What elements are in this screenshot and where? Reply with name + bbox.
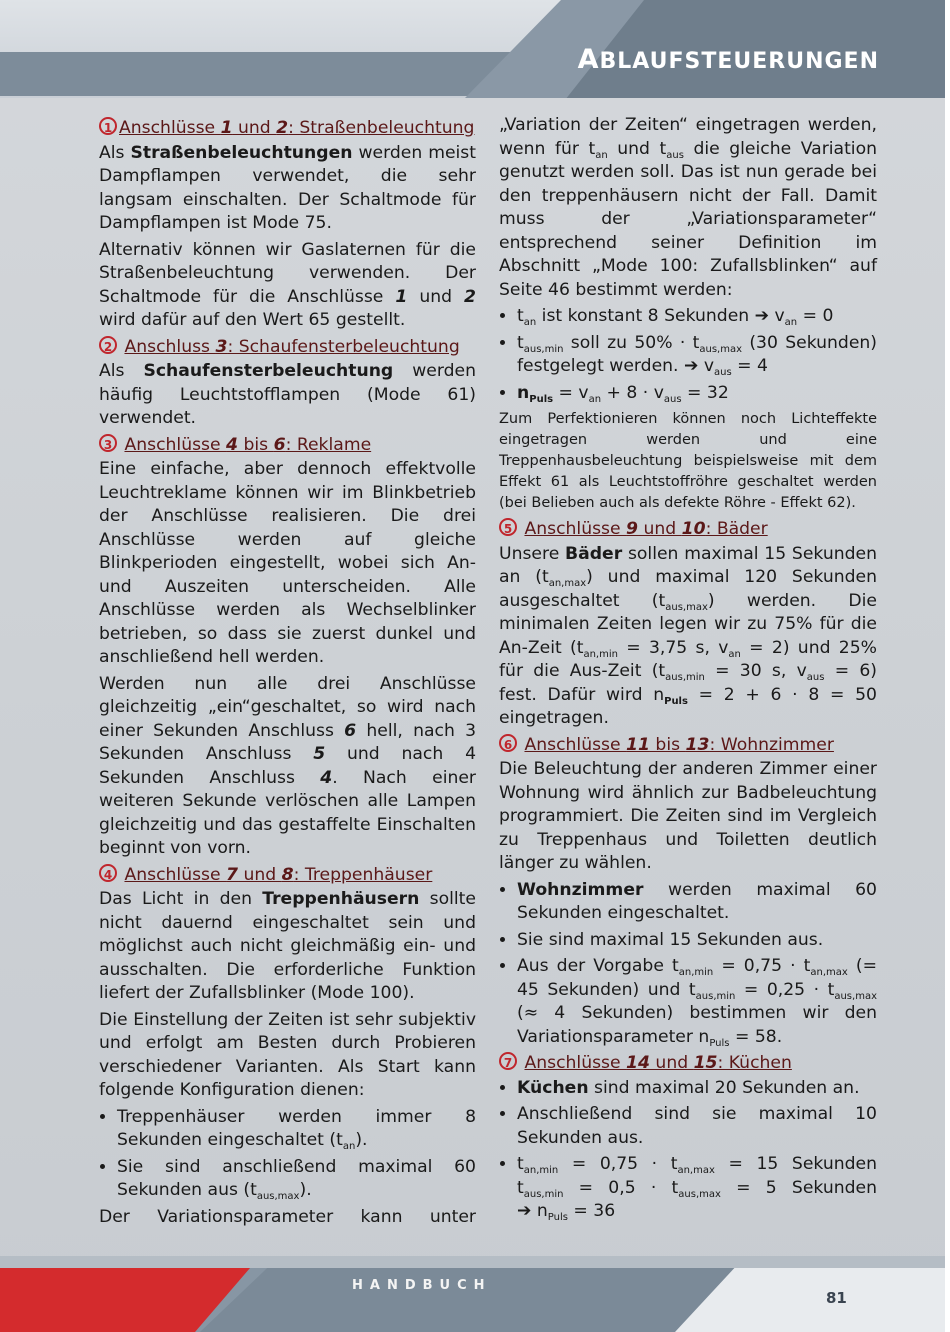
- footer-band: [0, 1256, 945, 1332]
- list-item: • Aus der Vorgabe $t_{an,min} = 0,75 \cdot t_{an,max}$ (= 45 Sekunden) und $t_{aus,min} = 0,25 \cdot t_{aus,max}$ (≈ 4 Sekunden) bestimmen wir den Variationsparameter $n_{Puls} = 58$.: [517, 955, 877, 1049]
- number-badge-2: 2: [99, 336, 117, 354]
- list-item: • Sie sind maximal 15 Sekunden aus.: [517, 929, 877, 953]
- paragraph: Als Schaufensterbeleuchtung werden häufig Leuchtstofflampen (Mode 61) verwendet.: [99, 361, 476, 428]
- paragraph: Die Beleuchtung der anderen Zimmer einer Wohnung wird ähnlich zur Badbeleuchtung programmiert. Die Zeiten sind im Vergleich zu Treppenhaus und Toiletten deutlich länger zu wählen.: [499, 759, 877, 873]
- heading-7: 7 Anschlüsse 14 und 15: Küchen: [499, 1052, 877, 1076]
- paragraph: Das Licht in den Treppenhäusern sollte nicht dauernd eingeschaltet sein und möglichst auch nicht gleichmäßig ein- und ausschalten. Die erforderliche Funktion liefert der Zufallsblinker (Mode 100).: [99, 889, 476, 1003]
- list-item: • Sie sind anschließend maximal 60 Sekunden aus $(t_{aus,max})$.: [117, 1156, 476, 1203]
- paragraph: „Variation der Zeiten“ eingetragen werden, wenn für $t_{an}$ und $t_{aus}$ die gleiche Variation genutzt werden soll. Das ist nun gerade bei den treppenhäusern nicht der Fall. Damit muss der „Variationsparameter“ entsprechend seiner Definition im Abschnitt „Mode 100: Zufallsblinken“ auf Seite 46 bestimmt werden:: [499, 115, 877, 300]
- heading-3: 3 Anschlüsse 4 bis 6: Reklame: [99, 434, 476, 458]
- number-badge-1: 1: [99, 117, 117, 135]
- list-item: • Küchen sind maximal 20 Sekunden an.: [517, 1077, 877, 1101]
- bullet-list: [499, 305, 877, 405]
- number-badge-4: 4: [99, 864, 117, 882]
- number-badge-5: 5: [499, 518, 517, 536]
- number-badge-7: 7: [499, 1052, 517, 1070]
- paragraph: Werden nun alle drei Anschlüsse gleichzeitig „ein“geschaltet, so wird nach einer Sekunden Anschluss 6 hell, nach 3 Sekunden Anschluss 5 und nach 4 Sekunden Anschluss 4. Nach einer weiteren Sekunde verlöschen alle Lampen gleichzeitig und das gestaffelte Einschalten beginnt von vorn.: [99, 673, 477, 858]
- heading-5: 5 Anschlüsse 9 und 10: Bäder: [499, 518, 877, 542]
- heading-4: 4 Anschlüsse 7 und 8: Treppenhäuser: [99, 864, 476, 888]
- bullet-list: [99, 1106, 476, 1203]
- page-number: 81: [826, 1289, 847, 1307]
- arrow-icon: ➔: [683, 356, 699, 376]
- bullet-list: [499, 879, 877, 1050]
- number-badge-3: 3: [99, 434, 117, 452]
- list-item: • Treppenhäuser werden immer 8 Sekunden eingeschaltet $(t_{an})$.: [117, 1106, 476, 1153]
- right-column: [499, 114, 877, 1227]
- list-item: • Wohnzimmer werden maximal 60 Sekunden eingeschaltet.: [517, 879, 877, 926]
- bullet-list: [499, 1077, 877, 1224]
- list-item: • $t_{aus,min}$ soll zu $50\% \cdot t_{aus,max}$ (30 Sekunden) festgelegt werden. ➔ $v_{aus} = 4$: [517, 332, 877, 379]
- paragraph: Alternativ können wir Gaslaternen für die Straßenbeleuchtung verwenden. Der Schaltmode für die Anschlüsse 1 und 2 wird dafür auf den Wert 65 gestellt.: [99, 239, 476, 330]
- note-paragraph: Zum Perfektionieren können noch Lichteffekte eingetragen werden und eine Treppenhausbeleuchtung beispielsweise mit dem Effekt 61 als Leuchtstoffröhre geschaltet werden (bei Belieben auch als defekte Röhre - Effekt 62).: [499, 411, 877, 511]
- paragraph: Der Variationsparameter kann unter: [99, 1206, 476, 1227]
- number-badge-6: 6: [499, 734, 517, 752]
- list-item: • $t_{an}$ ist konstant 8 Sekunden ➔ $v_{an} = 0$: [517, 305, 877, 329]
- arrow-icon: ➔: [754, 306, 770, 326]
- paragraph: Als Straßenbeleuchtungen werden meist Dampflampen verwendet, die sehr langsam einschalten. Der Schaltmode für Dampflampen ist Mode 75.: [99, 142, 476, 233]
- paragraph: Eine einfache, aber dennoch effektvolle Leuchtreklame können wir im Blinkbetrieb der Anschlüsse realisieren. Die drei Anschlüsse werden auf gleiche Blinkperioden eingestellt, wobei sich An- und Auszeiten unterscheiden. Alle Anschlüsse werden als Wechselblinker betrieben, so dass sie zuerst dunkel und anschließend hell werden.: [99, 459, 476, 667]
- heading-6: 6 Anschlüsse 11 bis 13: Wohnzimmer: [499, 734, 877, 758]
- left-column: [99, 114, 476, 1232]
- heading-2: 2 Anschluss 3: Schaufensterbeleuchtung: [99, 336, 476, 360]
- paragraph: Unsere Bäder sollen maximal 15 Sekunden an $(t_{an,max})$ und maximal 120 Sekunden ausgeschaltet $(t_{aus,max})$ werden. Die minimalen Zeiten legen wir zu 75% für die An-Zeit ($t_{an,min} = 3,75$ s, $v_{an} = 2$) und 25% für die Aus-Zeit ($t_{aus,min} = 30$ s, $v_{aus} = 6$) fest. Dafür wird $n_{Puls} = 2 + 6 \cdot 8 = 50$ eingetragen.: [499, 543, 878, 728]
- section-title: ABLAUFSTEUERUNGEN: [577, 44, 879, 75]
- paragraph: Die Einstellung der Zeiten ist sehr subjektiv und erfolgt am Besten durch Probieren verschiedener Varianten. Als Start kann folgende Konfiguration dienen:: [99, 1009, 476, 1100]
- footer-label: HANDBUCH: [352, 1278, 492, 1293]
- list-item: • $t_{an,min} = 0,75 \cdot t_{an,max} = 15$ Sekunden $t_{aus,min} = 0,5 \cdot t_{aus,max} = 5$ Sekunden ➔ $n_{Puls} = 36$: [517, 1153, 877, 1224]
- heading-1: 1 Anschlüsse 1 und 2: Straßenbeleuchtung: [99, 117, 476, 141]
- list-item: • Anschließend sind sie maximal 10 Sekunden aus.: [517, 1103, 877, 1150]
- arrow-icon: ➔: [517, 1201, 532, 1221]
- list-item: • $n_{Puls} = v_{an} + 8 \cdot v_{aus} = 32$: [517, 382, 877, 406]
